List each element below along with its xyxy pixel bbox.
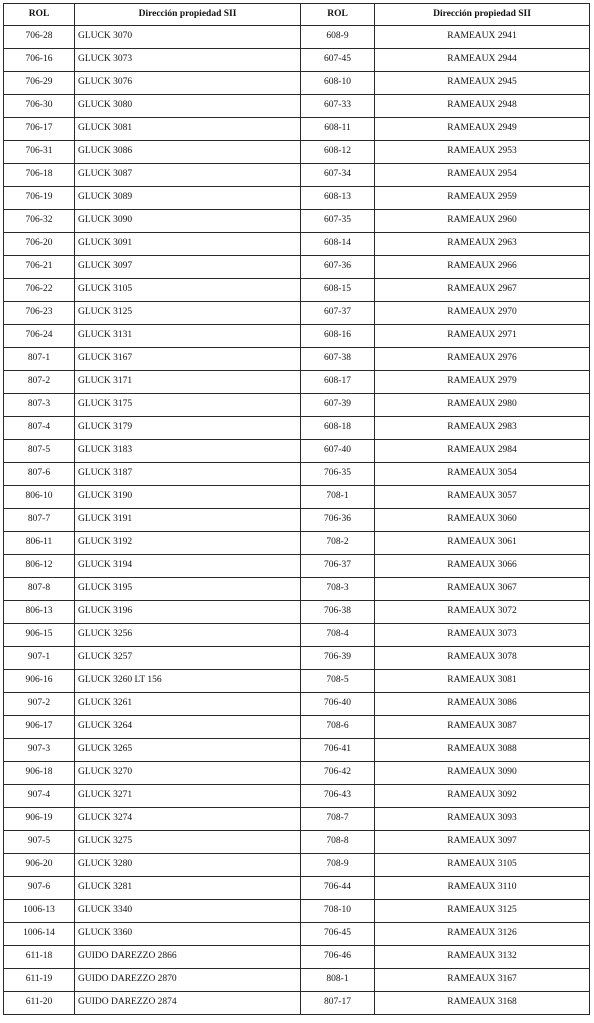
direccion-left-cell: GLUCK 3271 [75,785,301,808]
table-row [4,624,590,647]
direccion-left-cell: GLUCK 3175 [75,394,301,417]
direccion-left-cell: GLUCK 3191 [75,509,301,532]
rol-left-cell: 611-18 [4,946,75,969]
rol-left-cell: 706-21 [4,256,75,279]
direccion-left-cell: GLUCK 3264 [75,716,301,739]
direccion-right-cell: RAMEAUX 3090 [375,762,590,785]
table-row [4,141,590,164]
rol-right-cell: 708-2 [301,532,375,555]
rol-left-cell: 706-28 [4,26,75,49]
table-row [4,969,590,992]
rol-left-cell: 706-17 [4,118,75,141]
rol-left-cell: 706-32 [4,210,75,233]
rol-right-cell: 608-18 [301,417,375,440]
table-row [4,26,590,49]
direccion-left-cell: GLUCK 3125 [75,302,301,325]
rol-left-cell: 1006-14 [4,923,75,946]
rol-right-cell: 607-40 [301,440,375,463]
table-row [4,946,590,969]
direccion-left-cell: GLUCK 3070 [75,26,301,49]
table-row [4,601,590,624]
rol-left-cell: 907-5 [4,831,75,854]
rol-right-cell: 708-6 [301,716,375,739]
rol-left-cell: 906-19 [4,808,75,831]
rol-left-cell: 807-3 [4,394,75,417]
header-rol-left: ROL [4,4,75,26]
header-direccion-right: Dirección propiedad SII [375,4,590,26]
rol-left-cell: 806-10 [4,486,75,509]
direccion-right-cell: RAMEAUX 2971 [375,325,590,348]
table-row [4,670,590,693]
direccion-right-cell: RAMEAUX 2979 [375,371,590,394]
table-row [4,877,590,900]
rol-left-cell: 706-22 [4,279,75,302]
rol-right-cell: 708-5 [301,670,375,693]
direccion-right-cell: RAMEAUX 3088 [375,739,590,762]
rol-left-cell: 706-16 [4,49,75,72]
direccion-left-cell: GLUCK 3190 [75,486,301,509]
rol-left-cell: 706-23 [4,302,75,325]
table-row [4,509,590,532]
direccion-left-cell: GLUCK 3260 LT 156 [75,670,301,693]
rol-left-cell: 807-4 [4,417,75,440]
rol-right-cell: 706-46 [301,946,375,969]
header-direccion-left: Dirección propiedad SII [75,4,301,26]
table-row [4,187,590,210]
table-row [4,256,590,279]
rol-right-cell: 708-7 [301,808,375,831]
direccion-right-cell: RAMEAUX 3087 [375,716,590,739]
rol-left-cell: 907-4 [4,785,75,808]
rol-left-cell: 807-5 [4,440,75,463]
table-row [4,440,590,463]
direccion-right-cell: RAMEAUX 3126 [375,923,590,946]
direccion-left-cell: GLUCK 3087 [75,164,301,187]
rol-right-cell: 608-15 [301,279,375,302]
rol-right-cell: 708-10 [301,900,375,923]
direccion-left-cell: GLUCK 3275 [75,831,301,854]
rol-right-cell: 708-4 [301,624,375,647]
table-row [4,532,590,555]
table-row [4,164,590,187]
direccion-right-cell: RAMEAUX 3072 [375,601,590,624]
rol-right-cell: 708-8 [301,831,375,854]
direccion-right-cell: RAMEAUX 3054 [375,463,590,486]
rol-left-cell: 807-1 [4,348,75,371]
direccion-left-cell: GLUCK 3131 [75,325,301,348]
direccion-right-cell: RAMEAUX 3093 [375,808,590,831]
direccion-right-cell: RAMEAUX 2967 [375,279,590,302]
direccion-left-cell: GLUCK 3080 [75,95,301,118]
direccion-left-cell: GLUCK 3167 [75,348,301,371]
rol-left-cell: 906-17 [4,716,75,739]
direccion-right-cell: RAMEAUX 3092 [375,785,590,808]
rol-right-cell: 608-14 [301,233,375,256]
rol-right-cell: 607-39 [301,394,375,417]
rol-left-cell: 907-3 [4,739,75,762]
direccion-left-cell: GLUCK 3076 [75,72,301,95]
direccion-left-cell: GLUCK 3179 [75,417,301,440]
rol-right-cell: 706-45 [301,923,375,946]
rol-right-cell: 607-35 [301,210,375,233]
rol-right-cell: 607-38 [301,348,375,371]
table-row [4,647,590,670]
table-row [4,900,590,923]
rol-left-cell: 611-19 [4,969,75,992]
rol-left-cell: 806-12 [4,555,75,578]
direccion-left-cell: GLUCK 3081 [75,118,301,141]
rol-right-cell: 608-10 [301,72,375,95]
direccion-left-cell: GLUCK 3195 [75,578,301,601]
rol-right-cell: 808-1 [301,969,375,992]
direccion-left-cell: GLUCK 3073 [75,49,301,72]
table-row [4,279,590,302]
direccion-left-cell: GLUCK 3280 [75,854,301,877]
direccion-left-cell: GLUCK 3105 [75,279,301,302]
direccion-right-cell: RAMEAUX 3125 [375,900,590,923]
table-row [4,739,590,762]
direccion-left-cell: GLUCK 3340 [75,900,301,923]
rol-left-cell: 706-20 [4,233,75,256]
rol-right-cell: 607-33 [301,95,375,118]
rol-left-cell: 906-20 [4,854,75,877]
rol-right-cell: 706-40 [301,693,375,716]
direccion-right-cell: RAMEAUX 2966 [375,256,590,279]
table-row [4,555,590,578]
rol-left-cell: 907-2 [4,693,75,716]
table-row [4,785,590,808]
direccion-right-cell: RAMEAUX 3073 [375,624,590,647]
direccion-left-cell: GLUCK 3261 [75,693,301,716]
table-row [4,49,590,72]
direccion-left-cell: GLUCK 3256 [75,624,301,647]
direccion-left-cell: GLUCK 3187 [75,463,301,486]
direccion-right-cell: RAMEAUX 2980 [375,394,590,417]
property-table [3,3,590,1015]
rol-right-cell: 607-37 [301,302,375,325]
rol-left-cell: 907-1 [4,647,75,670]
rol-right-cell: 607-34 [301,164,375,187]
rol-right-cell: 706-37 [301,555,375,578]
direccion-right-cell: RAMEAUX 3097 [375,831,590,854]
table-row [4,831,590,854]
table-row [4,210,590,233]
rol-left-cell: 706-24 [4,325,75,348]
direccion-right-cell: RAMEAUX 3105 [375,854,590,877]
rol-right-cell: 706-43 [301,785,375,808]
direccion-left-cell: GLUCK 3194 [75,555,301,578]
table-row [4,992,590,1015]
direccion-left-cell: GLUCK 3274 [75,808,301,831]
rol-right-cell: 608-16 [301,325,375,348]
rol-right-cell: 706-39 [301,647,375,670]
rol-right-cell: 608-17 [301,371,375,394]
direccion-left-cell: GUIDO DAREZZO 2866 [75,946,301,969]
direccion-left-cell: GLUCK 3257 [75,647,301,670]
rol-right-cell: 706-38 [301,601,375,624]
direccion-right-cell: RAMEAUX 3167 [375,969,590,992]
rol-left-cell: 706-29 [4,72,75,95]
header-row [4,4,590,26]
table-row [4,486,590,509]
rol-right-cell: 607-45 [301,49,375,72]
rol-right-cell: 706-35 [301,463,375,486]
rol-left-cell: 806-13 [4,601,75,624]
table-row [4,72,590,95]
direccion-left-cell: GLUCK 3265 [75,739,301,762]
table-row [4,417,590,440]
direccion-left-cell: GLUCK 3281 [75,877,301,900]
direccion-right-cell: RAMEAUX 2959 [375,187,590,210]
rol-left-cell: 807-8 [4,578,75,601]
rol-right-cell: 708-9 [301,854,375,877]
rol-right-cell: 608-13 [301,187,375,210]
rol-right-cell: 608-12 [301,141,375,164]
table-row [4,923,590,946]
direccion-left-cell: GLUCK 3192 [75,532,301,555]
direccion-right-cell: RAMEAUX 3066 [375,555,590,578]
direccion-left-cell: GLUCK 3086 [75,141,301,164]
direccion-left-cell: GUIDO DAREZZO 2874 [75,992,301,1015]
table-row [4,302,590,325]
rol-left-cell: 807-7 [4,509,75,532]
direccion-left-cell: GLUCK 3097 [75,256,301,279]
table-row [4,854,590,877]
rol-right-cell: 807-17 [301,992,375,1015]
table-row [4,95,590,118]
rol-right-cell: 706-42 [301,762,375,785]
rol-left-cell: 906-16 [4,670,75,693]
rol-left-cell: 906-18 [4,762,75,785]
direccion-right-cell: RAMEAUX 2983 [375,417,590,440]
direccion-right-cell: RAMEAUX 3061 [375,532,590,555]
table-row [4,716,590,739]
direccion-right-cell: RAMEAUX 3067 [375,578,590,601]
rol-left-cell: 706-30 [4,95,75,118]
direccion-left-cell: GLUCK 3196 [75,601,301,624]
direccion-right-cell: RAMEAUX 3086 [375,693,590,716]
rol-left-cell: 611-20 [4,992,75,1015]
table-row [4,693,590,716]
rol-left-cell: 806-11 [4,532,75,555]
direccion-left-cell: GLUCK 3171 [75,371,301,394]
direccion-right-cell: RAMEAUX 2954 [375,164,590,187]
table-row [4,578,590,601]
table-row [4,762,590,785]
direccion-right-cell: RAMEAUX 2960 [375,210,590,233]
direccion-right-cell: RAMEAUX 2941 [375,26,590,49]
direccion-right-cell: RAMEAUX 3132 [375,946,590,969]
table-row [4,463,590,486]
direccion-right-cell: RAMEAUX 2953 [375,141,590,164]
rol-left-cell: 706-31 [4,141,75,164]
rol-right-cell: 608-9 [301,26,375,49]
rol-right-cell: 608-11 [301,118,375,141]
direccion-right-cell: RAMEAUX 2976 [375,348,590,371]
direccion-left-cell: GLUCK 3090 [75,210,301,233]
table-row [4,371,590,394]
rol-left-cell: 907-6 [4,877,75,900]
direccion-left-cell: GLUCK 3360 [75,923,301,946]
direccion-right-cell: RAMEAUX 2970 [375,302,590,325]
table-header [4,4,590,26]
direccion-left-cell: GLUCK 3270 [75,762,301,785]
table-row [4,348,590,371]
rol-right-cell: 708-1 [301,486,375,509]
table-row [4,394,590,417]
direccion-right-cell: RAMEAUX 2945 [375,72,590,95]
direccion-right-cell: RAMEAUX 2948 [375,95,590,118]
rol-left-cell: 906-15 [4,624,75,647]
table-row [4,325,590,348]
direccion-right-cell: RAMEAUX 3168 [375,992,590,1015]
rol-left-cell: 1006-13 [4,900,75,923]
header-rol-right: ROL [301,4,375,26]
direccion-right-cell: RAMEAUX 2984 [375,440,590,463]
rol-right-cell: 708-3 [301,578,375,601]
rol-right-cell: 706-36 [301,509,375,532]
rol-right-cell: 706-44 [301,877,375,900]
direccion-right-cell: RAMEAUX 3078 [375,647,590,670]
table-row [4,118,590,141]
direccion-right-cell: RAMEAUX 3081 [375,670,590,693]
direccion-right-cell: RAMEAUX 2963 [375,233,590,256]
direccion-right-cell: RAMEAUX 2944 [375,49,590,72]
rol-left-cell: 706-18 [4,164,75,187]
direccion-left-cell: GLUCK 3091 [75,233,301,256]
direccion-left-cell: GLUCK 3183 [75,440,301,463]
direccion-right-cell: RAMEAUX 2949 [375,118,590,141]
direccion-right-cell: RAMEAUX 3110 [375,877,590,900]
rol-left-cell: 807-6 [4,463,75,486]
direccion-left-cell: GUIDO DAREZZO 2870 [75,969,301,992]
rol-left-cell: 807-2 [4,371,75,394]
rol-right-cell: 607-36 [301,256,375,279]
direccion-right-cell: RAMEAUX 3057 [375,486,590,509]
direccion-left-cell: GLUCK 3089 [75,187,301,210]
table-row [4,233,590,256]
table-row [4,808,590,831]
direccion-right-cell: RAMEAUX 3060 [375,509,590,532]
table-body [4,26,590,1015]
rol-left-cell: 706-19 [4,187,75,210]
rol-right-cell: 706-41 [301,739,375,762]
